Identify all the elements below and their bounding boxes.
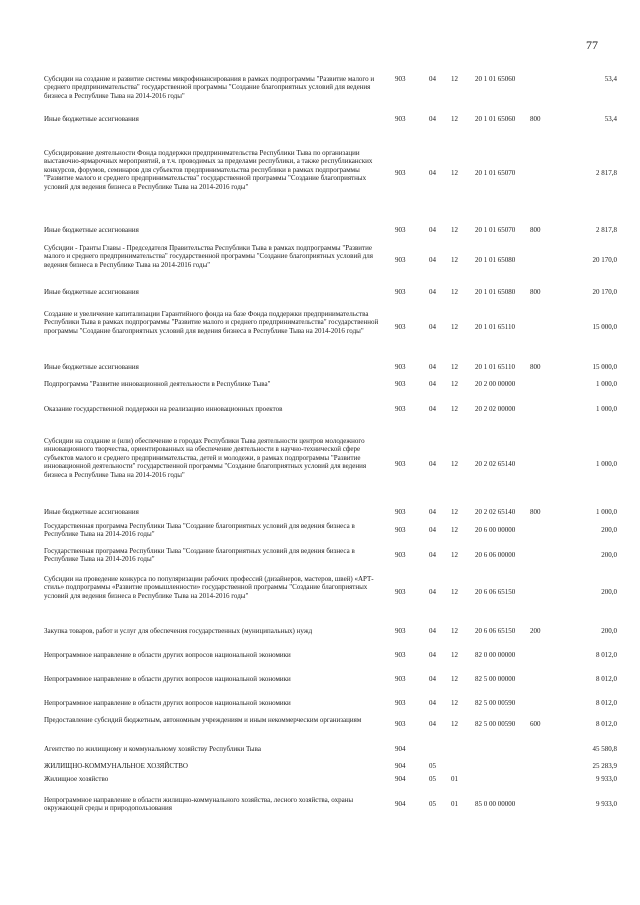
row-ved: 903 bbox=[395, 405, 406, 413]
row-description: Непрограммное направление в области других вопросов национальной экономики bbox=[44, 675, 291, 683]
row-csr: 20 2 00 00000 bbox=[475, 380, 516, 388]
row-description: Подпрограмма "Развитие инновационной деятельности в Республике Тыва" bbox=[44, 380, 271, 388]
row-csr: 20 1 01 65070 bbox=[475, 169, 516, 177]
row-ved: 903 bbox=[395, 675, 406, 683]
row-description: Иные бюджетные ассигнования bbox=[44, 226, 139, 234]
row-ved: 903 bbox=[395, 75, 406, 83]
row-rz: 04 bbox=[429, 363, 436, 371]
row-csr: 20 2 02 00000 bbox=[475, 405, 516, 413]
row-csr: 82 0 00 00000 bbox=[475, 651, 516, 659]
row-vr: 800 bbox=[530, 508, 541, 516]
row-pr: 12 bbox=[451, 405, 458, 413]
row-ved: 903 bbox=[395, 226, 406, 234]
row-sum: 200,0 bbox=[601, 627, 617, 635]
row-description: Субсидии на проведение конкурса по популяризации рабочих профессий (дизайнеров, мастеров, швей) «АРТ-стиль» подпрограммы «Развитие промышленности» государственной программы "Создание благоприятных условий для ведения бизнеса в Республике Тыва на 2014-2016 годы" bbox=[44, 575, 374, 600]
row-csr: 20 1 01 65110 bbox=[475, 323, 515, 331]
row-description: Оказание государственной поддержки на реализацию инновационных проектов bbox=[44, 405, 283, 413]
row-csr: 20 1 01 65080 bbox=[475, 256, 516, 264]
row-pr: 12 bbox=[451, 256, 458, 264]
row-rz: 04 bbox=[429, 460, 436, 468]
row-rz: 05 bbox=[429, 775, 436, 783]
row-ved: 903 bbox=[395, 651, 406, 659]
row-sum: 53,4 bbox=[604, 75, 617, 83]
row-csr: 85 0 00 00000 bbox=[475, 800, 516, 808]
row-rz: 04 bbox=[429, 288, 436, 296]
row-sum: 8 012,0 bbox=[596, 720, 617, 728]
row-csr: 20 2 02 65140 bbox=[475, 508, 516, 516]
row-description: Субсидирование деятельности Фонда поддержки предпринимательства Республики Тыва по организации выставочно-ярмарочных мероприятий, в т.ч. проводимых за пределами республики, а также республиканских конкурсов, форумов, семинаров для субъектов предпринимательства республики в рамках подпрограммы "Развитие малого и среднего предпринимательства" государственной программы "Создание благоприятных условий для ведения бизнеса в Республике Тыва на 2014-2016 годы" bbox=[44, 149, 373, 191]
row-ved: 903 bbox=[395, 508, 406, 516]
row-description: Агентство по жилищному и коммунальному хозяйству Республики Тыва bbox=[44, 745, 261, 753]
row-description: Непрограммное направление в области других вопросов национальной экономики bbox=[44, 699, 291, 707]
row-rz: 04 bbox=[429, 405, 436, 413]
row-rz: 04 bbox=[429, 75, 436, 83]
row-sum: 9 933,0 bbox=[596, 800, 617, 808]
row-vr: 800 bbox=[530, 115, 541, 123]
row-sum: 200,0 bbox=[601, 588, 617, 596]
row-pr: 12 bbox=[451, 115, 458, 123]
row-ved: 904 bbox=[395, 745, 406, 753]
row-pr: 12 bbox=[451, 627, 458, 635]
row-sum: 8 012,0 bbox=[596, 699, 617, 707]
row-description: Иные бюджетные ассигнования bbox=[44, 508, 139, 516]
row-sum: 200,0 bbox=[601, 526, 617, 534]
row-csr: 82 5 00 00000 bbox=[475, 675, 516, 683]
row-csr: 20 1 01 65060 bbox=[475, 115, 516, 123]
row-ved: 903 bbox=[395, 526, 406, 534]
row-ved: 903 bbox=[395, 627, 406, 635]
row-rz: 04 bbox=[429, 627, 436, 635]
row-rz: 04 bbox=[429, 169, 436, 177]
row-rz: 04 bbox=[429, 675, 436, 683]
row-description: Государственная программа Республики Тыва "Создание благоприятных условий для ведения бизнеса в Республике Тыва на 2014-2016 годы" bbox=[44, 547, 355, 564]
row-csr: 20 6 06 65150 bbox=[475, 627, 516, 635]
row-sum: 1 000,0 bbox=[596, 405, 617, 413]
row-sum: 15 000,0 bbox=[592, 323, 617, 331]
row-sum: 1 000,0 bbox=[596, 508, 617, 516]
row-description: Непрограммное направление в области других вопросов национальной экономики bbox=[44, 651, 291, 659]
row-sum: 45 580,8 bbox=[592, 745, 617, 753]
row-description: Иные бюджетные ассигнования bbox=[44, 115, 139, 123]
row-sum: 8 012,0 bbox=[596, 651, 617, 659]
row-csr: 82 5 00 00590 bbox=[475, 699, 516, 707]
row-description: Закупка товаров, работ и услуг для обеспечения государственных (муниципальных) нужд bbox=[44, 627, 313, 635]
row-sum: 2 817,8 bbox=[596, 169, 617, 177]
row-rz: 04 bbox=[429, 699, 436, 707]
row-csr: 20 1 01 65080 bbox=[475, 288, 516, 296]
row-pr: 12 bbox=[451, 380, 458, 388]
row-vr: 600 bbox=[530, 720, 541, 728]
row-sum: 25 283,9 bbox=[592, 762, 617, 770]
row-description: Предоставление субсидий бюджетным, автономным учреждениям и иным некоммерческим организациям bbox=[44, 716, 362, 724]
row-ved: 904 bbox=[395, 800, 406, 808]
row-pr: 12 bbox=[451, 508, 458, 516]
page-number: 77 bbox=[586, 38, 598, 52]
row-vr: 800 bbox=[530, 363, 541, 371]
row-description: Субсидии на создание и (или) обеспечение в городах Республики Тыва деятельности центров молодежного инновационного творчества, ориентированных на обеспечение деятельности в научно-технической сфере субъектов малого и среднего предпринимательства, детей и молодежи, в рамках подпрограммы "Развитие инновационной деятельности" государственной программы "Создание благоприятных условий для ведения бизнеса в Республике Тыва на 2014-2016 годы" bbox=[44, 437, 367, 479]
row-rz: 04 bbox=[429, 323, 436, 331]
row-ved: 903 bbox=[395, 588, 406, 596]
row-pr: 12 bbox=[451, 720, 458, 728]
row-pr: 12 bbox=[451, 288, 458, 296]
row-description: Субсидии на создание и развитие системы микрофинансирования в рамках подпрограммы "Развитие малого и среднего предпринимательства" государственной программы "Создание благоприятных условий для ведения бизнеса в Республике Тыва на 2014-2016 годы" bbox=[44, 75, 375, 100]
row-ved: 903 bbox=[395, 323, 406, 331]
row-sum: 200,0 bbox=[601, 551, 617, 559]
row-rz: 04 bbox=[429, 380, 436, 388]
row-pr: 12 bbox=[451, 75, 458, 83]
row-rz: 04 bbox=[429, 651, 436, 659]
row-rz: 04 bbox=[429, 526, 436, 534]
row-ved: 903 bbox=[395, 380, 406, 388]
row-vr: 200 bbox=[530, 627, 541, 635]
row-ved: 903 bbox=[395, 699, 406, 707]
row-pr: 12 bbox=[451, 675, 458, 683]
row-description: ЖИЛИЩНО-КОММУНАЛЬНОЕ ХОЗЯЙСТВО bbox=[44, 762, 188, 770]
row-rz: 05 bbox=[429, 762, 436, 770]
row-description: Непрограммное направление в области жилищно-коммунального хозяйства, лесного хозяйства, охраны окружающей среды и природопользования bbox=[44, 796, 354, 813]
row-pr: 12 bbox=[451, 363, 458, 371]
row-pr: 12 bbox=[451, 551, 458, 559]
row-sum: 15 000,0 bbox=[592, 363, 617, 371]
row-pr: 12 bbox=[451, 588, 458, 596]
row-ved: 904 bbox=[395, 762, 406, 770]
row-pr: 12 bbox=[451, 460, 458, 468]
row-sum: 53,4 bbox=[604, 115, 617, 123]
row-rz: 04 bbox=[429, 115, 436, 123]
row-ved: 903 bbox=[395, 288, 406, 296]
row-rz: 04 bbox=[429, 508, 436, 516]
row-description: Субсидии - Гранты Главы - Председателя Правительства Республики Тыва в рамках подпрограммы "Развитие малого и среднего предпринимательства" государственной программы "Создание благоприятных условий для ведения бизнеса в Республике Тыва на 2014-2016 годы" bbox=[44, 244, 373, 269]
row-vr: 800 bbox=[530, 288, 541, 296]
row-description: Жилищное хозяйство bbox=[44, 775, 109, 783]
row-pr: 01 bbox=[451, 800, 458, 808]
row-pr: 12 bbox=[451, 226, 458, 234]
row-ved: 903 bbox=[395, 256, 406, 264]
row-rz: 05 bbox=[429, 800, 436, 808]
row-ved: 903 bbox=[395, 169, 406, 177]
row-csr: 20 2 02 65140 bbox=[475, 460, 516, 468]
row-description: Государственная программа Республики Тыва "Создание благоприятных условий для ведения бизнеса в Республике Тыва на 2014-2016 годы" bbox=[44, 522, 355, 539]
row-ved: 903 bbox=[395, 720, 406, 728]
row-rz: 04 bbox=[429, 226, 436, 234]
row-description: Иные бюджетные ассигнования bbox=[44, 363, 139, 371]
row-sum: 20 170,0 bbox=[592, 256, 617, 264]
row-ved: 903 bbox=[395, 460, 406, 468]
row-description: Иные бюджетные ассигнования bbox=[44, 288, 139, 296]
row-rz: 04 bbox=[429, 551, 436, 559]
row-ved: 903 bbox=[395, 551, 406, 559]
row-sum: 20 170,0 bbox=[592, 288, 617, 296]
row-description: Создание и увеличение капитализации Гарантийного фонда на базе Фонда поддержки предпринимательства Республики Тыва в рамках подпрограммы "Развитие малого и среднего предпринимательства" государственной программы "Создание благоприятных условий для ведения бизнеса в Республике Тыва на 2014-2016 годы" bbox=[44, 310, 379, 335]
row-vr: 800 bbox=[530, 226, 541, 234]
row-sum: 2 817,8 bbox=[596, 226, 617, 234]
row-pr: 12 bbox=[451, 699, 458, 707]
row-csr: 20 6 00 00000 bbox=[475, 526, 516, 534]
row-csr: 20 6 06 65150 bbox=[475, 588, 516, 596]
row-pr: 12 bbox=[451, 323, 458, 331]
row-sum: 1 000,0 bbox=[596, 380, 617, 388]
row-pr: 12 bbox=[451, 526, 458, 534]
row-ved: 903 bbox=[395, 363, 406, 371]
row-rz: 04 bbox=[429, 588, 436, 596]
row-sum: 1 000,0 bbox=[596, 460, 617, 468]
row-ved: 904 bbox=[395, 775, 406, 783]
row-pr: 12 bbox=[451, 651, 458, 659]
row-csr: 20 1 01 65070 bbox=[475, 226, 516, 234]
row-pr: 12 bbox=[451, 169, 458, 177]
row-sum: 9 933,0 bbox=[596, 775, 617, 783]
row-sum: 8 012,0 bbox=[596, 675, 617, 683]
row-rz: 04 bbox=[429, 720, 436, 728]
row-csr: 20 1 01 65060 bbox=[475, 75, 516, 83]
row-csr: 82 5 00 00590 bbox=[475, 720, 516, 728]
row-csr: 20 6 06 00000 bbox=[475, 551, 516, 559]
row-pr: 01 bbox=[451, 775, 458, 783]
row-rz: 04 bbox=[429, 256, 436, 264]
row-csr: 20 1 01 65110 bbox=[475, 363, 515, 371]
row-ved: 903 bbox=[395, 115, 406, 123]
